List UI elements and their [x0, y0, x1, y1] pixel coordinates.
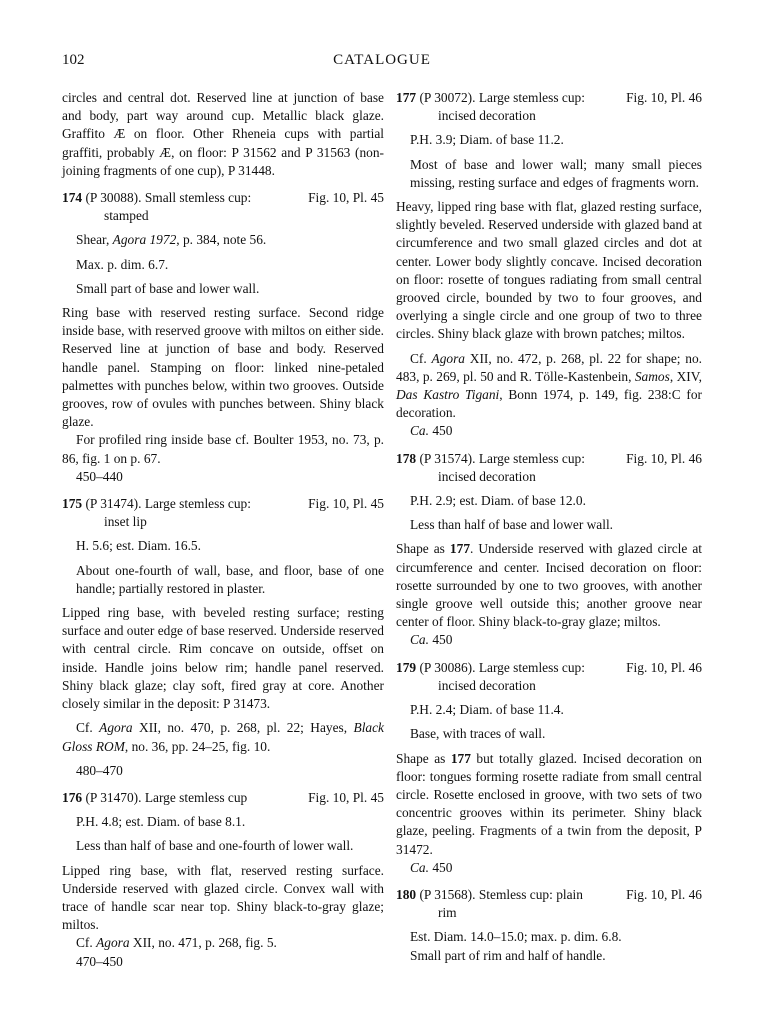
catalogue-entry-177: [396, 89, 702, 441]
comparanda: Cf. Agora XII, no. 470, p. 268, pl. 22; Hayes, Black Gloss ROM, no. 36, pp. 24–25, fig. 10.: [62, 720, 384, 754]
entry-subtitle: rim: [438, 905, 457, 921]
dimensions: P.H. 2.4; Diam. of base 11.4.: [410, 702, 564, 718]
entry-subtitle: inset lip: [104, 514, 147, 530]
comparanda: Cf. Agora XII, no. 472, p. 268, pl. 22 for shape; no. 483, p. 269, pl. 50 and R. Tölle-Kastenbein, Samos, XIV, Das Kastro Tigani, Bonn 1974, p. 149, fig. 238:C for decoration.: [396, 350, 702, 421]
entry-inventory: (P 31568). Stemless cup: plain: [416, 886, 583, 902]
entry-subtitle: incised decoration: [438, 108, 536, 124]
entry-number: 175: [62, 496, 83, 512]
figure-reference: Fig. 10, Pl. 45: [308, 190, 384, 206]
entry-subtitle: stamped: [104, 208, 149, 224]
entry-heading: [62, 495, 384, 513]
catalogue-entry-180: [396, 886, 702, 965]
running-title: CATALOGUE: [333, 52, 431, 68]
dimensions: P.H. 2.9; est. Diam. of base 12.0.: [410, 493, 586, 509]
preservation: Base, with traces of wall.: [410, 726, 546, 742]
entry-inventory: (P 30086). Large stemless cup:: [416, 659, 585, 675]
entry-inventory: (P 31474). Large stemless cup:: [82, 496, 251, 512]
continued-text: circles and central dot. Reserved line at junction of base and body, part way around cup. Metallic black glaze. Graffito Æ on floor. Other Rheneia cups with partial graffiti, probably Æ, on floor: P 31562 and P 31563 (non-joining fragments of one cup), P 31448.: [62, 90, 384, 178]
date: 480–470: [76, 762, 123, 778]
entry-number: 178: [396, 450, 417, 466]
entry-number: 179: [396, 659, 417, 675]
description: Lipped ring base, with flat, reserved resting surface. Underside reserved with glazed circle. Convex wall with trace of handle scar near top. Shiny black-to-gray glaze; miltos.: [62, 862, 384, 933]
catalogue-entry-176: [62, 789, 384, 971]
entry-inventory: (P 30088). Small stemless cup:: [82, 190, 252, 206]
right-column: [396, 89, 702, 965]
dimensions: Est. Diam. 14.0–15.0; max. p. dim. 6.8.: [410, 929, 622, 945]
date: 450–440: [76, 468, 123, 484]
figure-reference: Fig. 10, Pl. 46: [626, 450, 702, 466]
date: 470–450: [76, 953, 123, 969]
description: Heavy, lipped ring base with flat, glazed resting surface, slightly beveled. Reserved underside with glazed band at circumference and two small glazed circles and dot at center. Lower body slightly concave. Incised decoration on floor: rosette of tongues radiating from small central grooved circle, bounded by two to four grooves, and overlying a single circle and one group of two to three circles. Shiny black glaze with brown patches; miltos.: [396, 199, 702, 342]
entry-number: 177: [396, 90, 417, 105]
bibliography: Shear, Agora 1972, p. 384, note 56.: [76, 232, 267, 248]
date: Ca. 450: [410, 423, 453, 439]
catalogue-entry-175: [62, 495, 384, 780]
entry-heading: [62, 189, 384, 207]
description: Lipped ring base, with beveled resting surface; resting surface and outer edge of base reserved. Underside reserved with central circle. Rim concave on outside, offset on inside. Handle joins below rim; handle panel reserved. Shiny black glaze; clay soft, fired gray at core. Another closely similar in the deposit: P 31473.: [62, 605, 384, 712]
catalogue-entry-179: [396, 659, 702, 877]
description: Shape as 177 but totally glazed. Incised decoration on floor: tongues forming rosette radiate from small central circle. Rosette enclosed in groove, with two sets of two concentric grooves within its perimeter. Shiny black glaze, peeling. Fragments of a twin from the deposit, P 31472.: [396, 750, 702, 857]
description: Shape as 177. Underside reserved with glazed circle at circumference and center. Incised decoration on floor: rosette surrounded by one to two grooves, with another single groove well outside this; another groove near center of floor. Shiny black-to-gray glaze; miltos.: [396, 541, 702, 630]
dimensions: H. 5.6; est. Diam. 16.5.: [76, 538, 201, 554]
entry-subtitle: incised decoration: [438, 468, 536, 484]
comparanda: Cf. Agora XII, no. 471, p. 268, fig. 5.: [76, 935, 277, 951]
entry-number: 176: [62, 789, 83, 805]
catalogue-entry-174: [62, 189, 384, 486]
figure-reference: Fig. 10, Pl. 45: [308, 789, 384, 805]
catalogue-entry-178: [396, 450, 702, 650]
entry-heading: [396, 659, 702, 677]
figure-reference: Fig. 10, Pl. 46: [626, 886, 702, 902]
figure-reference: Fig. 10, Pl. 45: [308, 496, 384, 512]
figure-reference: Fig. 10, Pl. 46: [626, 90, 702, 105]
note: For profiled ring inside base cf. Boulter 1953, no. 73, p. 86, fig. 1 on p. 67.: [62, 432, 384, 466]
entry-inventory: (P 31574). Large stemless cup:: [416, 450, 585, 466]
entry-heading: [396, 89, 702, 107]
entry-number: 180: [396, 886, 417, 902]
entry-inventory: (P 31470). Large stemless cup: [82, 789, 248, 805]
preservation: About one-fourth of wall, base, and floor, base of one handle; partially restored in plaster.: [76, 562, 384, 596]
date: Ca. 450: [410, 632, 453, 648]
page-number: 102: [62, 52, 85, 68]
preservation: Less than half of base and lower wall.: [410, 517, 614, 533]
dimensions: P.H. 4.8; est. Diam. of base 8.1.: [76, 814, 246, 830]
preservation: Most of base and lower wall; many small pieces missing, resting surface and edges of fragments worn.: [410, 156, 702, 190]
figure-reference: Fig. 10, Pl. 46: [626, 659, 702, 675]
entry-number: 174: [62, 190, 83, 206]
entry-subtitle: incised decoration: [438, 677, 536, 693]
entry-heading: [62, 789, 384, 807]
preservation: Less than half of base and one-fourth of lower wall.: [76, 838, 354, 854]
entry-heading: [396, 450, 702, 468]
page-header: [62, 52, 702, 76]
dimensions: Max. p. dim. 6.7.: [76, 256, 169, 272]
date: Ca. 450: [410, 859, 453, 875]
entry-inventory: (P 30072). Large stemless cup:: [416, 90, 585, 105]
preservation: Small part of rim and half of handle.: [410, 947, 606, 963]
left-column: [62, 89, 384, 971]
description: Ring base with reserved resting surface. Second ridge inside base, with reserved groove with miltos on either side. Reserved line at junction of base and body. Reserved handle panel. Stamping on floor: linked nine-petaled palmettes with punches below, within two grooves. Outside grooves, row of ovules with punches between. Shiny black glaze.: [62, 305, 384, 430]
preservation: Small part of base and lower wall.: [76, 280, 260, 296]
dimensions: P.H. 3.9; Diam. of base 11.2.: [410, 132, 564, 148]
entry-heading: [396, 886, 702, 904]
